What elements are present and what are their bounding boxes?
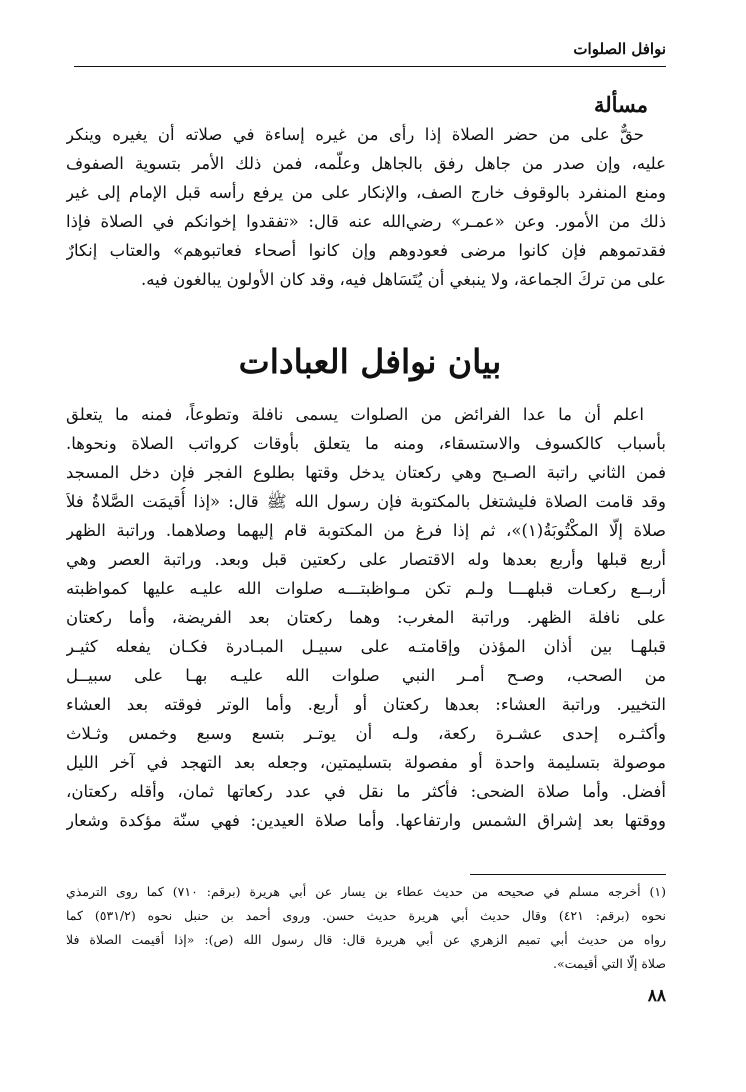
paragraph-line: عليه، وإن صدر من جاهل رفق بالجاهل وعلّمه، فمن ذلك الأمر بتسوية الصفوف	[66, 154, 666, 173]
paragraph-line: أربع قبلها وأربع بعدها وله الاقتصار على ركعتين قبل وبعد. وراتبة العصر وهي	[66, 550, 666, 569]
paragraph-line: حقٌّ على من حضر الصلاة إذا رأى من غيره إساءة في صلاته أن يغيره وينكر	[66, 125, 644, 144]
paragraph-line: فمن الثاني راتبة الصـبح وهي ركعتان يدخل وقتها بطلوع الفجر فإن دخل المسجد	[66, 463, 666, 482]
paragraph-1	[66, 120, 666, 294]
paragraph-line: اعلم أن ما عدا الفرائض من الصلوات يسمى نافلة وتطوعاً، فمنه ما يتعلق	[66, 405, 644, 424]
paragraph-line: بأسباب كالكسوف والاستسقاء، ومنه ما يتعلق بأوقات كرواتب الصلاة ونحوها.	[66, 434, 666, 453]
paragraph-line: أفضل. وأما صلاة الضحى: فأكثر ما نقل في عدد ركعاتها ثمان، وأقله ركعتان،	[66, 782, 666, 801]
paragraph-line: ومنع المنفرد بالوقوف خارج الصف، والإنكار على من يرفع رأسه قبل الإمام إلى غير	[66, 183, 666, 202]
footnote-line: (١) أخرجه مسلم في صحيحه من حديث عطاء بن يسار عن أبي هريرة (برقم: ٧١٠) كما روى الترمذي	[66, 884, 666, 899]
paragraph-line: ووقتها بعد إشراق الشمس وارتفاعها. وأما صلاة العيدين: فهي سنّة مؤكدة وشعار	[66, 811, 666, 830]
paragraph-line: موصولة بتسليمة واحدة أو مفصولة بتسليمتين، وجعله بعد التهجد في آخر الليل	[66, 753, 666, 772]
footnotes	[66, 880, 666, 976]
paragraph-line: وأكثـره إحدى عشـرة ركعة، ولـه أن يوتـر بتسع وسبع وخمس وثـلاث	[66, 724, 666, 743]
section-heading: بيان نوافل العبادات	[238, 342, 502, 381]
paragraph-line: صلاة إلّا المكْتُوبَةُ(١)»، ثم إذا فرغ من المكتوبة قام إليهما وصلاهما. وراتبة الظهر	[66, 521, 666, 540]
paragraph-line: على من تركَ الجماعة، ولا ينبغي أن يُتَسَاهل فيه، وقد كان الأولون يبالغون فيه.	[140, 270, 666, 289]
section-label: مسألة	[593, 92, 648, 117]
paragraph-line: فقدتموهم فإن كانوا مرضى فعودوهم وإن كانوا أصحاء فعاتبوهم» والعتاب إنكارٌ	[66, 241, 666, 260]
footnote-line: رواه من حديث أبي تميم الزهري عن أبي هريرة قال: قال رسول الله (ص): «إذا أقيمت الصلاة فلا	[66, 932, 666, 947]
paragraph-line: قبلهـا بين أذان المؤذن وإقامتـه على سبيـل المبـادرة فكـان يفعله كثيـر	[66, 637, 666, 656]
header-rule	[74, 66, 666, 67]
running-head: نوافل الصلوات	[573, 40, 666, 58]
paragraph-line: من الصحب، وصـح أمـر النبي صلوات الله عليـه بهـا على سبيــل	[66, 666, 666, 685]
paragraph-line: أربــع ركعـات قبلهـــا ولـم تكن مـواظبتـــه صلوات الله عليـه عليها كمواظبته	[66, 579, 666, 598]
page-number: ٨٨	[647, 986, 666, 1006]
footnote-rule	[470, 874, 666, 875]
paragraph-line: على نافلة الظهر. وراتبة المغرب: وهما ركعتان بعد الفريضة، وأما ركعتان	[66, 608, 666, 627]
paragraph-2	[66, 400, 666, 835]
footnote-line: صلاة إلّا التي أقيمت».	[553, 956, 666, 971]
footnote-line: نحوه (برقم: ٤٢١) وقال حديث أبي هريرة حديث حسن. وروى أحمد بن حنبل نحوه (٥٣١/٢) كما	[66, 908, 666, 923]
paragraph-line: التخيير. وراتبة العشاء: بعدها ركعتان أو أربع. وأما الوتر فوقته بعد العشاء	[66, 695, 666, 714]
paragraph-line: وقد قامت الصلاة فليشتغل بالمكتوبة فإن رسول الله ﷺ قال: «إذا أُقيمَت الصَّلاةُ فلاَ	[66, 492, 666, 511]
paragraph-line: ذلك من الأمور. وعن «عمـر» رضي‌الله عنه قال: «تفقدوا إخوانكم في الصلاة فإذا	[66, 212, 666, 231]
